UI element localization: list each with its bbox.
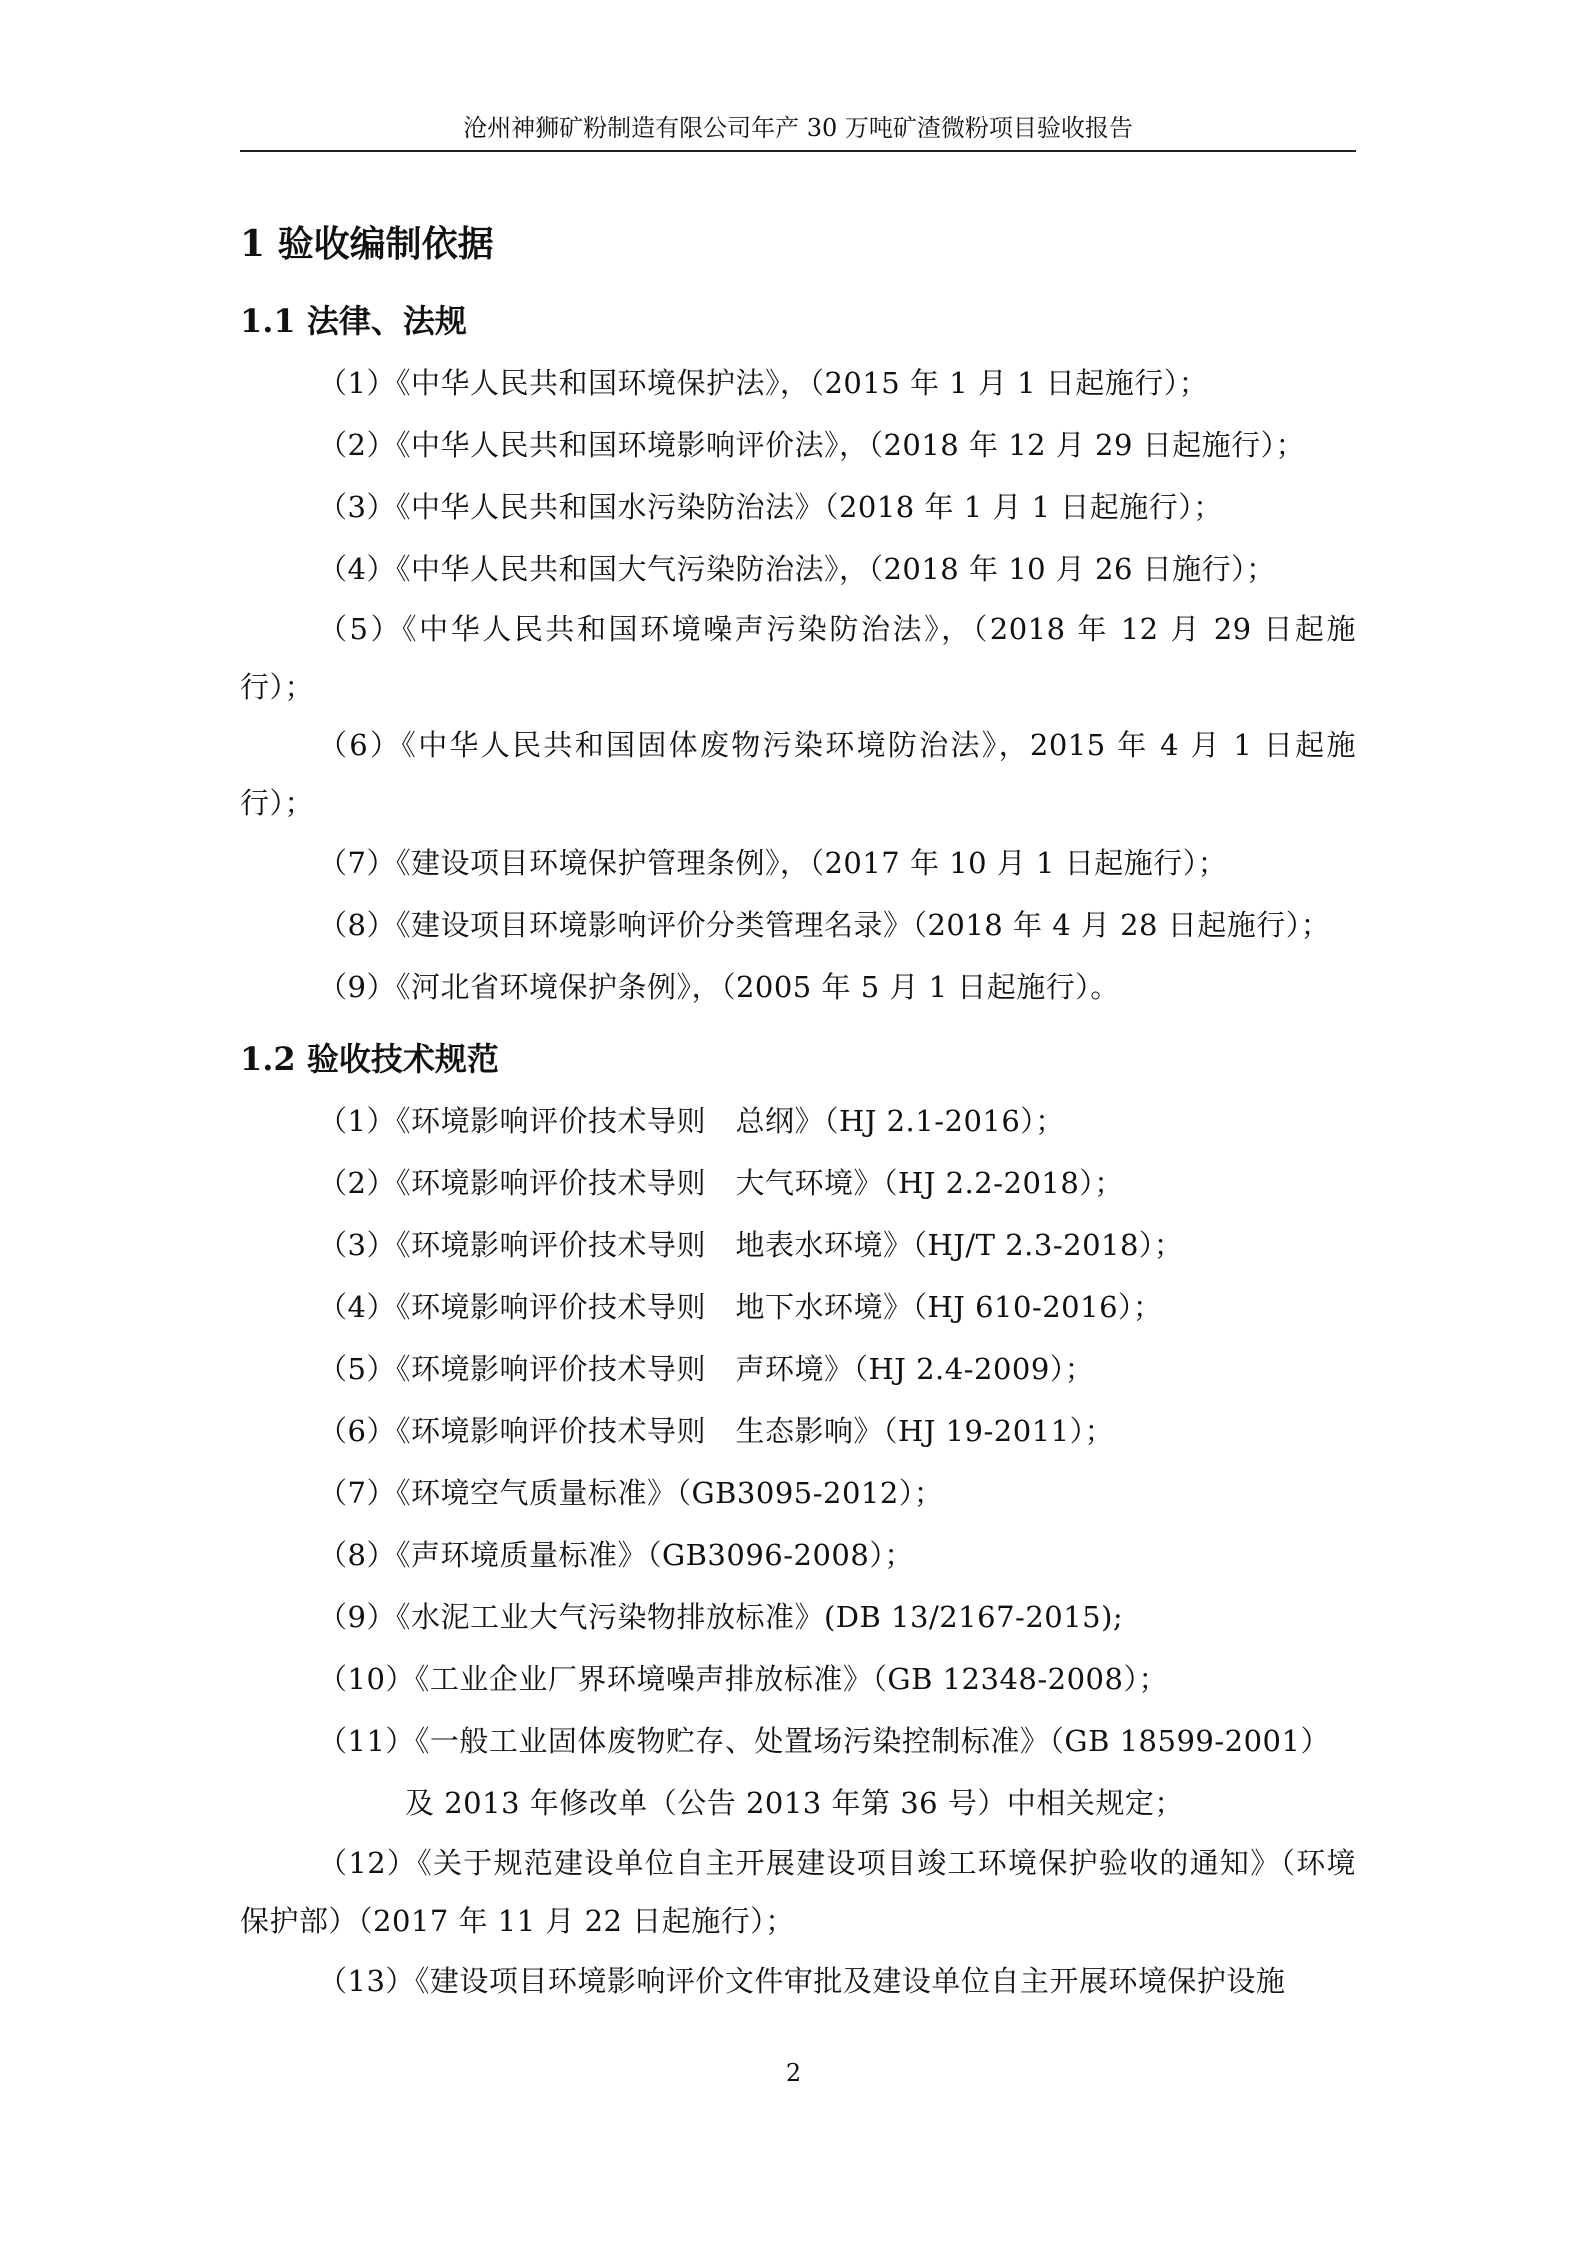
header-rule <box>240 150 1356 152</box>
list-item: （11）《一般工业固体废物贮存、处置场污染控制标准》（GB 18599-2001） <box>318 1724 1330 1758</box>
subsection-title-standards: 1.2 验收技术规范 <box>240 1040 499 1078</box>
list-item: （7）《环境空气质量标准》（GB3095-2012）； <box>318 1476 944 1510</box>
list-item-continuation: 及 2013 年修改单（公告 2013 年第 36 号）中相关规定； <box>405 1786 1184 1820</box>
list-item: （2）《环境影响评价技术导则 大气环境》（HJ 2.2-2018）； <box>318 1166 1124 1200</box>
list-item: （8）《声环境质量标准》（GB3096-2008）； <box>318 1538 914 1572</box>
list-item: （5）《中华人民共和国环境噪声污染防治法》，（2018 年 12 月 29 日起施行）； <box>240 612 1356 704</box>
list-item: （3）《环境影响评价技术导则 地表水环境》（HJ/T 2.3-2018）； <box>318 1228 1184 1262</box>
list-item: （9）《河北省环境保护条例》，（2005 年 5 月 1 日起施行）。 <box>318 970 1120 1004</box>
list-item: （7）《建设项目环境保护管理条例》，（2017 年 10 月 1 日起施行）； <box>318 846 1228 880</box>
list-item: （10）《工业企业厂界环境噪声排放标准》（GB 12348-2008）； <box>318 1662 1168 1696</box>
list-item: （5）《环境影响评价技术导则 声环境》（HJ 2.4-2009）； <box>318 1352 1095 1386</box>
list-item: （2）《中华人民共和国环境影响评价法》，（2018 年 12 月 29 日起施行）； <box>318 428 1306 462</box>
list-item: （1）《环境影响评价技术导则 总纲》（HJ 2.1-2016）； <box>318 1104 1065 1138</box>
list-item: （12）《关于规范建设单位自主开展建设项目竣工环境保护验收的通知》（环境保护部）（2017 年 11 月 22 日起施行）； <box>240 1846 1356 1938</box>
running-header: 沧州神狮矿粉制造有限公司年产 30 万吨矿渣微粉项目验收报告 <box>463 114 1133 142</box>
list-item: （6）《中华人民共和国固体废物污染环境防治法》，2015 年 4 月 1 日起施行）； <box>240 728 1356 820</box>
list-item: （4）《环境影响评价技术导则 地下水环境》（HJ 610-2016）； <box>318 1290 1163 1324</box>
section-title: 1 验收编制依据 <box>240 223 494 265</box>
list-item: （8）《建设项目环境影响评价分类管理名录》（2018 年 4 月 28 日起施行）； <box>318 908 1331 942</box>
subsection-title-laws: 1.1 法律、法规 <box>240 302 467 340</box>
page-number: 2 <box>785 2059 802 2087</box>
page-content <box>240 200 1356 2012</box>
list-item: （3）《中华人民共和国水污染防治法》（2018 年 1 月 1 日起施行）； <box>318 490 1223 524</box>
list-item: （9）《水泥工业大气污染物排放标准》(DB 13/2167-2015); <box>318 1600 1124 1634</box>
list-item: （1）《中华人民共和国环境保护法》，（2015 年 1 月 1 日起施行）； <box>318 366 1209 400</box>
list-item: （13）《建设项目环境影响评价文件审批及建设单位自主开展环境保护设施 <box>318 1964 1286 1998</box>
list-item: （4）《中华人民共和国大气污染防治法》，（2018 年 10 月 26 日施行）； <box>318 552 1276 586</box>
list-item: （6）《环境影响评价技术导则 生态影响》（HJ 19-2011）； <box>318 1414 1115 1448</box>
